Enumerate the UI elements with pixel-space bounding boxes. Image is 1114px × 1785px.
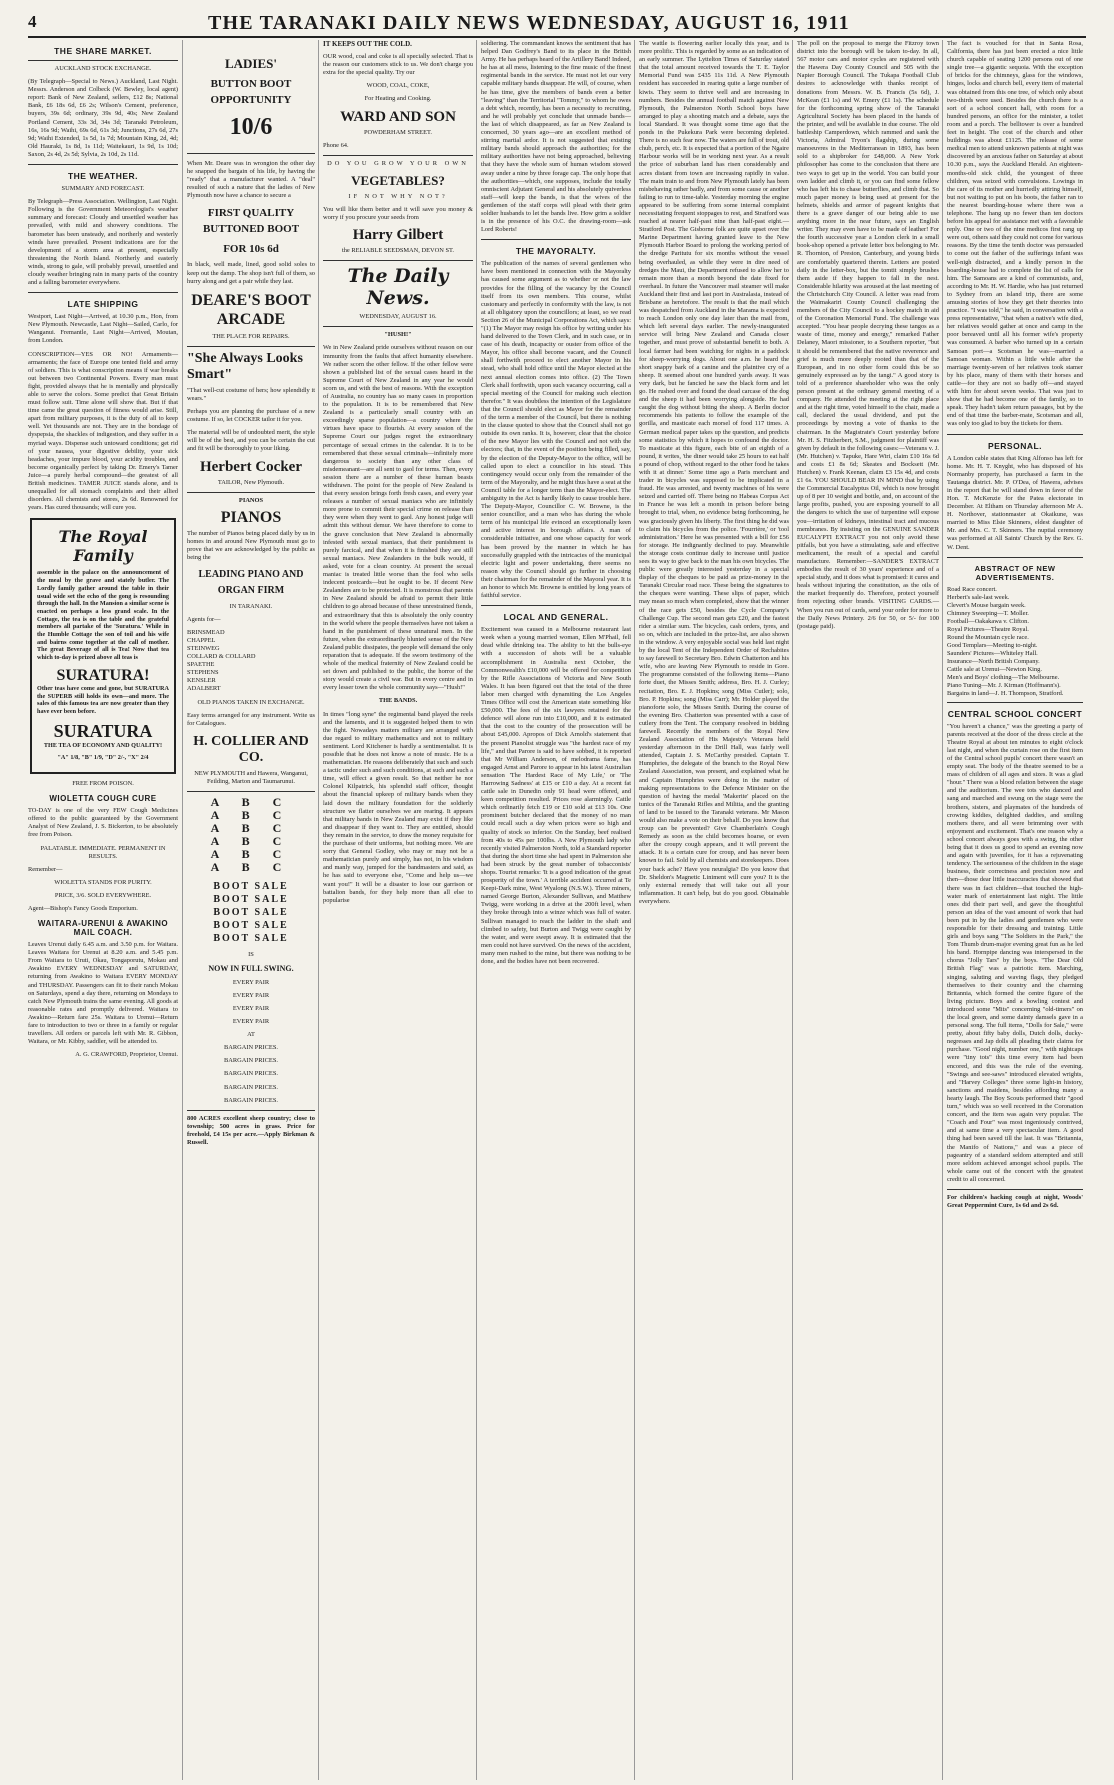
abstract-item: Chimney Sweeping—T. Moller. [947, 609, 1029, 617]
wioletta-price: PRICE, 3/6. SOLD EVERYWHERE. [54, 891, 152, 899]
shipping-heading: LATE SHIPPING [67, 299, 139, 310]
share-market-heading: THE SHARE MARKET. [54, 46, 152, 56]
abstract-item: Men's and Boys' clothing—The Melbourne. [947, 673, 1060, 681]
piano-maker: KENSLER [187, 677, 216, 685]
mail-coach-text: Leaves Urenui daily 6.45 a.m. and 3.50 p.m. for Waitara. Leaves Waitara for Urenui at 8.20 a.m. and 5.45 p.m. From Waitara to Uruti, Okau, Tongaporutu, Mokau and Awakino EVERY WEDNESDAY and SATURDAY, returning from Awakino to Waitara EVERY MONDAY and THURSDAY. Passengers can fit to their ranch Mokau on Saturdays, spend a day there, returning on Mondays to catch New Plymouth trains the same evening. All goods at reasonable rates and promptly delivered. Waitara to Awakino—Return fare 25s. Waitara to Urenui—Return fare to introduction to two or three in a family or regular travellers. All orders or parcels left with Mr. R. Gibbon, Waitara, or Mr. Kibby, saddler, will be attended to. [28, 941, 178, 1046]
now-full-swing: NOW IN FULL SWING. [208, 963, 294, 973]
columns [28, 40, 1086, 1780]
abstract-item: Football—Oakakawa v. Clifton. [947, 617, 1029, 625]
powderham-street: POWDERHAM STREET. [363, 128, 433, 136]
santa-rosa-article: The fact is vouched for that in Santa Rosa, California, there has just been erected a nice little church capable of seating 1200 persons out of one single tree—a gigantic sequoia. With the exception of bricks for the chimneys, glass for the windows, hinges, locks and church bell, every item of material was obtained from this one tree, of which only about two-thirds were used. Besides the church there is a sort of a school concert hall, with room for a hundred persons, an office for the minister, a toilet room and a porch. The belltower is over a hundred feet in height. The cost of the church and other buildings was about £1125. The release of some medical men to attend unknown patients at night was discovered by an anxious father on Saturday at about 10.30 p.m., says the Auckland Herald. An eighteen-months-old sick child, the youngest of three children, was seized with convulsions. Lowings in the care of its mother and hurriedly attiring himself, but not waiting to put on his boots, the father ran to the nearest boarding-house where there was a telephone. The hang up no fewer than ten doctors before his appeal for assistance met with a favorable reply. One or two of the nine medicos first rang up were out, others said they could not come for various reasons. By the time the tenth doctor was persuaded to come out the father of the sufferings infant was well-nigh distracted, and a kindly person in the boarding-house had to complete the list of calls for him. The Samoans are a kind of communists, and, according to Mr. H. W. Hardie, who has just returned to Sydney from an island trip, there are some amusing stories of how they get their theories into practice. "I was told," he said, in conversation with a press representative, "that when a native's wife died, her relatives would gather at once and camp in the poor bereaved until all his former wife's property was consumed. A barber who turned up in a certain Samoan port—a Scotsman he was—married a Samoan woman. Within a little while after the marriage twenty-seven of her relatives took stamer by his place, many of them with their horses and cattle—for they are not so badly off—and stayed with him for about seven weeks. That was just to show that he had become one of the family, so to speak. They hadn't taken return passages, but by the end of that time the barber-mate, Scotsman and all, was only too glad to buy the tickets for them. [947, 40, 1083, 428]
leading-piano-firm: LEADING PIANO AND ORGAN FIRM [198, 569, 304, 597]
pianos-text: The number of Pianos being placed daily by us in homes in and around New Plymouth must go to prove that we are acknowledged by the public as being the [187, 529, 315, 561]
mail-coach-proprietor: A. G. CRAWFORD, Proprietor, Urenui. [75, 1051, 178, 1059]
share-article: (By Telegraph—Special to News.) Auckland, Last Night. Messrs. Anderson and Colbeck (W. Bewley, local agent) report: Bank of New Zealand, sellers, £12 8s; National Bank, £6 18s 6d, £6 2s; Wilson's Cement, preference, buyers, 39s 6d; ordinary, 39s 9d, 40s; New Zealand Portland Cement, 33s 3d, 34s 3d; Taranaki Petroleum, 16s, 16s 9d; Waihi, 69s 6d, 61s 3d; Junctions, 27s 6d, 27s 9d; Waihi Extended, 1s 5d, 1s 7d; Mountain King, 2d, 4d; Old Hauraki, 1s 8d, 1s 11d; Waitekauri, 1s 9d, 1s 10d; Saxon, 2s 4d, 2s 5d; Sylvia, 2s 10d, 2s 11d. [28, 78, 178, 158]
piano-maker: ADALBERT [187, 685, 221, 693]
every-pair: EVERY PAIR [232, 991, 270, 999]
boot-sale-line: BOOT SALE [213, 893, 289, 905]
column-3 [318, 40, 477, 1780]
bargain-prices: BARGAIN PRICES. [224, 1057, 278, 1065]
wioletta-purity: WIOLETTA STANDS FOR PURITY. [54, 878, 152, 886]
mail-coach-heading: WAITARA-URENUI & AWAKINO MAIL COACH. [37, 919, 169, 938]
newspaper-title: THE TARANAKI DAILY NEWS WEDNESDAY, AUGUST 16, 1911 [208, 12, 850, 34]
wioletta-palatable: PALATABLE. IMMEDIATE. PERMANENT IN RESULTS. [40, 844, 166, 860]
piano-maker: COLLARD & COLLARD [187, 653, 256, 661]
ladies-boot-advert [187, 46, 315, 154]
price-10-6: 10/6 [229, 114, 273, 140]
weather-subheading: SUMMARY AND FORECAST. [61, 185, 145, 193]
is-label: IS [248, 950, 254, 958]
boot-sale-line: BOOT SALE [213, 932, 289, 944]
tailor-location: TAILOR, New Plymouth. [217, 478, 285, 486]
keeps-out-cold: IT KEEPS OUT THE COLD. [323, 40, 412, 48]
page-number: 4 [28, 12, 37, 31]
peppermint-advert: For children's hacking cough at night, Woods' Great Peppermint Cure, 1s 6d and 2s 6d. [947, 1193, 1083, 1210]
piano-makers-list [187, 629, 315, 693]
abc-line: A B C [210, 859, 292, 874]
bands-continued: soldiering. The commandant knows the sentiment that has helped Dan Godfrey's Band to its place in the British Army. He has perhaps heard of the Artillery Band! Indeed, he has at all mess, listening to the fine music of the finest regimental bands in the service. He must not let our very capable military bands disappear. He will, of course, when he has time, give the members of bands even a better "leaving" than the Territorial "Tommy," to whom he owes a debt which, recently, has been a necessity to recruiting, and he will probably yet conclude that unmade bands—the last of which disappeared, as far as New Zealand is concerned, 30 years ago—are an excellent method of stirring martial ardor. It is not suggested that existing military bands should approach the authorities; for the military authorities have not being approached, believing that they have the whole sum of human wisdom stowed away under a nine by three forage cap. The only hope that the authorities—which, one supposes, include the totally omniscient Adjutant General and his absolutely quiverless staff—will keep the bands, is that the wives of the gentlemen of the staff corps will plead with their grim soldier husbands to let the bands live. How grim a soldier is in the presence of his O.C. the drawing-room—ask Lord Roberts! [481, 40, 631, 234]
herbert-cocker: Herbert Cocker [199, 458, 303, 475]
column-2 [182, 40, 319, 1780]
wood-coal-list: WOOD, COAL, COKE, [366, 82, 430, 90]
royal-family-advert [30, 518, 176, 774]
for-price-heading: FOR 10s 6d [223, 243, 279, 256]
costume-plan: Perhaps you are planning the purchase of a new costume. If so, let COCKER tailor it for you. [187, 408, 315, 424]
collier-heading: H. COLLIER AND CO. [193, 733, 309, 765]
collier-locations: NEW PLYMOUTH and Hawera, Wanganui, Feilding, Marton and Taumarunui. [194, 769, 308, 785]
abstract-item: Round the Mountain cycle race. [947, 633, 1029, 641]
abstract-item: Piano Tuning—Mr. J. Kirman (Hoffmann's). [947, 681, 1061, 689]
pianos-heading: PIANOS [220, 508, 282, 526]
bargain-prices: BARGAIN PRICES. [224, 1070, 278, 1078]
abc-line: A B C [210, 846, 292, 861]
abstract-heading: ABSTRACT OF NEW ADVERTISEMENTS. [974, 563, 1056, 582]
wioletta-remember: Remember— [28, 865, 63, 873]
abstract-item: Good Templars—Meeting to-night. [947, 641, 1038, 649]
column-4 [476, 40, 635, 1780]
piano-maker: CHAPPEL [187, 637, 216, 645]
wioletta-heading: WIOLETTA COUGH CURE [49, 794, 157, 804]
wood-coal-text: OUR wood, coal and coke is all specially selected. That is the reason our customers stick to us. We don't charge you extra for the special quality. Try our [323, 53, 473, 77]
sheep-country-advert: 800 ACRES excellent sheep country; close to township; 500 acres in grass. Price for freehold, £4 15s per acre.—Apply Birkman & Russell. [187, 1114, 315, 1147]
every-pair: EVERY PAIR [232, 978, 270, 986]
suratura-blurb: Other teas have come and gone, but SURATURA the SUPERB still holds its own—and more. The sales of this famous tea are now greater than they have ever been before. [37, 684, 169, 715]
weather-article: By Telegraph—Press Association. Wellington, Last Night. Following is the Government Meteorologist's weather summary and forecast: Cloudy and unsettled weather has prevailed, with mild and showery conditions. The barometer has been unsteady, and northerly and westerly winds have prevailed. Present indications are for the development of a storm area at present, especially threatening the North Island. Northerly and easterly winds, strong to gale, will probably prevail, unsettled and cloudy weather bringing rain in many parts of the country and a falling barometer everywhere. [28, 198, 178, 287]
she-always-heading: "She Always Looks Smart" [187, 350, 303, 382]
ladies-heading: LADIES' [224, 56, 278, 71]
column-6-article: The poll on the proposal to merge the Fitzroy town district into the borough will be taken to-day. In all, 567 motor cars and motor cycles are registered with the Hawera Day County Council and 505 with the Napier Borough Council. The Tukapa Football Club desires to acknowledge with thanks receipt of donations from Messrs. W. B. Francis (5s 6d), J. McKean (£1 1s) and W. Emery (£1 1s). The schedule for the forthcoming spring show of the Taranaki Agricultural Society has been placed in the hands of the printer, and will be available in due course. The old battleship Camperdown, which rammed and sank the Victoria, Admiral Tryon's flagship, during some manoeuvres in the Mediterranean in 1893, has been sold to a shipbroker for £48,000. A New York philosopher has come to the conclusion that there are two ways to get up in the world. You can build your own ladder and climb it, or you can find some fellow who has left his to chase butterflies, and climb that. So much paper money is being used at present for the helmets, shields and armor of pageant knights that there is a grave danger of our being able to use anything more in the near future, says an English writer. They may even have to be made of leather! For the fourth successive year a London clerk in a small book-shop opened a private letter box belonging to Mr. R. Thornton, of Preston, Canterbury, and young birds are comfortably quartered therein. Letters are posted daily in the letter-box, but the tomtit simply brushes them aside if they happen to fall in the nest. Considerable hilarity was aroused at the last meeting of the Christchurch City Council. A letter was read from the Waimakariri County Council challenging the members of the City Council to a hockey match in aid of the Coronation Memorial Fund. The challenge was accepted. "You hear people decrying these tangos as a waste of time, money and energy," remarked Father Delaney, Maori missioner, to a Southern reporter, "but it should be remembered that the native reverence and grief is much more deeply rooted than that of the European, and in no other form could this be so genuinely expressed as by the tangi." A good story is told of a preference shareholder who was the only person present at the ordinary general meeting of a company. He attended the meeting at the right place and at the right time, voted himself to the chair, made a call, declared the usual dividend, and put the proceedings by moving a vote of thanks to the chairman. In the Magistrate's Court yesterday before Mr. H. S. Fitzherbert, S.M., judgment for plaintiff was given by default in the following cases:—Veterans v. J. (Mr. Hutchen) v. Tapuke, Hare Wiri, claim £10 16s 6d and costs £1 8s 6d; Skeates and Bocksett (Mr. Hutchen) v. Frank Keenan, claim £3 15s 4d, and costs £1 6s. YOU SHOULD BEAR IN MIND that by using the Commercial Eucalyptus Oil, which is now brought up of 8 per 10 weight and bottle, and, on account of the large profits, pushed, you are exposing yourself to all the dangers to which the use of turpentine will expose you—irritation of kidneys, intestinal tract and mucous membranes. By insisting on the GENUINE SANDER EUCALYPTI EXTRACT you not only avoid these pitfalls, but you have a stimulating, safe and effective medicament, the result of a special and careful manufacture. Remember:—SANDER'S EXTRACT embodies the result of 30 years' experience and of a special study, and it does what is promised: it cures and heals without injuring the constitution, as the oils of the market frequently do. Therefore, protect yourself from rejecting other brands. VISITING CARDS.—When you run out of cards, send your order for more to the Daily News Printery. 2/6 for 50, or 5/- for 100 (postage paid). [797, 40, 939, 630]
in-taranaki: IN TARANAKI. [229, 603, 273, 611]
deares-boot-arcade: DEARE'S BOOT ARCADE [191, 291, 311, 328]
boot-description: In black, well made, lined, good solid soles to keep out the damp. The shop isn't full of them, so hurry along and get a pair while they last. [187, 261, 315, 285]
abc-line: A B C [210, 833, 292, 848]
shipping-article: Westport, Last Night—Arrived, at 10.30 p.m., Hon, from New Plymouth. Newcastle, Last Night—Sailed, Carlo, for Wanganui. Fremantle, Last Night—Arrived, Moutan, from London. [28, 313, 178, 345]
column-5 [634, 40, 793, 1780]
ladies-boot-text: When Mr. Deare was in wrongton the other day he snapped the bargain of his life, by having the "ready" that a manufacturer wanted. A "deal" resulted of such a nature that the ladies of New Plymouth now have a chance to secure a [187, 160, 315, 200]
mayoralty-heading: THE MAYORALTY. [515, 246, 597, 257]
button-boot-heading: BUTTON BOOT OPPORTUNITY [210, 78, 292, 106]
royal-family-text: assemble in the palace on the announcement of the meal by the grave and stately butler. The Lordly family gather around the table in their usual wide set the echo of the gong is resounding through the hall. In the Mansion a similar scene is enacted on perhaps a less grand scale. In the Cottage, the tea is on the table and the grateful members all partake of the 'Suratura.' While in the Humble Cottage the son of toil and his wife and bairns come together at the call of mother. The great Beverage of all is Tea! Now that tea which to-day is prized above all teas is [37, 569, 169, 662]
daily-news-masthead: The Daily News. [347, 265, 449, 310]
local-general-heading: LOCAL AND GENERAL. [503, 612, 609, 623]
wioletta-text: TO-DAY is one of the very FEW Cough Medicines offered to the public guaranteed by the Government Analyst of New Zealand, J. S. Bickerton, to be absolutely free from Poison. [28, 807, 178, 839]
free-from-poison: FREE FROM POISON. [72, 780, 134, 788]
personal-article: A London cable states that King Alfonso has left for home. Mr. H. T. Knyght, who has disposed of his Normanby property, has purchased a farm in the Tautanga district. Mr. P. O'Dea, of Hawera, advises in the report that he will stand down in favor of the Hon. T. McKenzie for the Patea electorate in December. At Eltham on Thursday afternoon Mr A. H. Northover, stationmaster at Okaikune, was married to Miss Elsie Skinners, eldest daughter of Mr. and Mrs. C. T. Skinners. The nuptial ceremony was performed at All Saints' Church by the Rev. G. W. Dent. [947, 454, 1083, 551]
abstract-item: Bargains in land—J. H. Thompson, Stratford. [947, 689, 1064, 697]
bands-heading: THE BANDS. [378, 697, 418, 705]
bargain-prices: BARGAIN PRICES. [224, 1083, 278, 1091]
abstract-item: Herbert's sale-last week. [947, 593, 1010, 601]
abc-line: A B C [210, 794, 292, 809]
boot-sale-line: BOOT SALE [213, 880, 289, 892]
abstract-list [947, 586, 1083, 698]
every-pair: EVERY PAIR [232, 1018, 270, 1026]
old-pianos: OLD PIANOS TAKEN IN EXCHANGE. [197, 699, 305, 707]
abstract-item: Royal Pictures—Theatre Royal. [947, 625, 1029, 633]
harry-gilbert: Harry Gilbert [352, 227, 444, 244]
share-subheading: AUCKLAND STOCK EXCHANGE. [54, 65, 152, 72]
abstract-item: Cattle sale at Urenui—Newton King. [947, 665, 1042, 673]
column-6 [792, 40, 943, 1780]
abstract-item: Saunders' Pictures—Whiteley Hall. [947, 649, 1038, 657]
suratura-tagline: THE TEA OF ECONOMY AND QUALITY! [43, 741, 163, 749]
weather-heading: THE WEATHER. [67, 171, 139, 182]
abc-line: A B C [210, 807, 292, 822]
if-not-why-not: IF NOT WHY NOT? [348, 192, 448, 200]
suratura-prices: "A" 1/8, "B" 1/9, "D" 2/-, "X" 2/4 [57, 754, 149, 762]
bargain-prices: BARGAIN PRICES. [224, 1044, 278, 1052]
mayoralty-article: The publication of the names of several gentlemen who have been mentioned in connection with the Mayoralty has caused some argument as to whether or not the law provides for the filling of the vacancy by the Council itself from its own members. This course, whilst customary and perfectly in conformity with the law, is not at all obligatory upon the councillors; at least, so we read Section 26 of the Municipal Corporations Act, which says: "(1) The Mayor may resign his office by writing under his hand delivered to the Town Clerk, and in such case, or in case of his death, incapacity or ouster from office of the Mayor, his office shall become vacant, and the Council shall forthwith proceed to elect another Mayor in his stead, who shall hold office until the Mayor elected at the next annual election comes into office. (2) The Town Clerk shall forthwith, upon such vacancy occurring, call a special meeting of the Council for making such election therefor." It was doubtless the intention of the Legislature that the Council should elect as Mayor for the remainder of the term a member of the Council, but there is nothing in the clause quoted to show that the Council shall not go outside its own ranks. It is, however, clear that the choice of the new Mayor lies with the Council and not with the electors; that, in the event of the position being filled, say, by the election of the Deputy-Mayor to the office, will be called upon to elect a councillor in his stead. This contingency would occur only from the remainder of the term of the Mayoralty, and he might thus have a seat at the Council table for a longer term than the Mayor-elect. The ambiguity in the Act is hardly likely to cause trouble here. The Deputy-Mayor, Councillor C. W. Browne, is the senior councillor, and a man who has during the whole term of his municipal life evinced an exceptionally keen and active interest in borough affairs. A man of considerable initiative, and one whose capacity for work has been proved by the manner in which he has successfully grappled with the intricacies of the municipal electric light and power undertaking, there seems no reason why the Council should go further in choosing their chairman for the remainder of the Mayoral year. It is an honor to which Mr. Browne is entitled by long years of faithful service. [481, 260, 631, 600]
every-pair: EVERY PAIR [232, 1005, 270, 1012]
local-general-continued: The wattle is flowering earlier locally this year, and is more prolific. This is regarded by some as an indication of an early summer. The Lyttelton Times of Saturday stated that the total amount received towards the T. E. Taylor Memorial Fund was £435 11s 11d. A New Plymouth resident has succeeded in rearing quite a large number of kiwis. They seem to thrive well and are increasing in numbers. Besides the annual football match against New Plymouth, the Palmerston North School boys have arranged to play a shooting match and a debate, says the local Standard. It was thought some time ago that the ponds in the Pukekura Park were becoming depleted. There is no such fear now. The waters are full of trout, old chub, perch, etc. It is expected that a portion of the Ngaire Harbour works will be in working next year. As a result the price of suburban land has risen considerably and acres distant from town are increasing rapidly in value. The main train to and from New Plymouth lately has been misbehaving rather badly, and from some cause or another failing to run to time-table. Yesterday morning the engine appeared to be suffering from some internal complaint necessitating frequent stoppages to rest, and Stratford was reached at nearer half-past nine than half-past eight.—Stratford Post. The Gisborne folk are quite upset over the Marine Department having granted leave to the New Plymouth Harbor Board to prolong the working period of the dredge Paritutu for six months without the vessel being overhauled, as while they were in dire need of dredges the Maui, the Department refused to allow her to remain more than a month beyond the date fixed for overhaul. In future the Vancouver mail steamer will make Auckland their first and last port in Australasia, instead of Brisbane as heretofore. The result is that the mail which was despatched from Auckland in the Marama is expected to reach London only one day later than the mail from, which left several days earlier. The newly-inaugurated service will bring New Zealand and Canada closer together, and must prove of substantial benefit to both. A local farmer had been watching for nights in a paddock for sheep-worrying dogs. About one a.m. he heard the short snappy bark of a canine and the plaintive cry of a sheep. It seemed about one hundred yards away. It was very dark, but he fancied he saw the black form and let go. He rushed over and found the dead carcase of the dog and the sheep it had been worrying alongside. He had caught the dog without biting the sheep. A Berlin doctor recommends his patients to follow the example of the gorilla, and masticate each morsel of food 117 times. A German medical paper takes up the question, and predicts some statistics by which it hopes to confound the doctor. To masticate at this figure, each bite of an eighth of a pound, it writes, 'the diner would take 25 hours to eat half a pound of chop, without regard to the other food he takes with it at dinner.' Some time ago a Paris merchant and trader in bicycles was supposed to be implicated in a fraud. He was arrested, and twenty machines of his were seized and carried off. There being no Habeas Corpus Act in France he was left a month in prison before being brought to trial, when, no evidence being forthcoming, he was graciously given his liberty. The first thing he did was to claim his bicycles from the police. 'Fourrière,' or 'tool administration.' Here he was presented with a bill for £56 for storage. He indignantly declined to pay. Meanwhile the storage costs continue daily to increase until justice sees its way to give back to the man his own bicycles. The public were greatly interested yesterday in a special display of the cheques to be paid as prize-money in the Taranaki Circular road race. These being the signatures to the cheques were wanting. These slips of paper, which may mean so much when completed, show that the winner of the race gets £50, besides the Cycle Company's Challenge Cup. The second man gets £20, and the fastest rider a similar sum. The bicycles, cash orders, tyres, and so on, which are included in the prize-list, are also shown in the window. A very enjoyable social was held last night by the local Tent of the Independent Order of Rechabites to say farewell to Secretary Bro. Edwin Chatterton and his wife, who are leaving New Plymouth to reside in Gore. The programme consisted of the following items—Piano forte duet, the Misses Smith; address, Bro. H. J. Curley; recitation, Bro. E. J. Hopkins; song (Miss Cutler); solo, Bro. P. Hopkins; song (Miss Carr); Mr. Holder played the pianoforte solo, the Misses Smith. During the course of the evening Bro. Chatterton was presented with a case of cutlery from the Tent. The company resolved in bidding farewell. Recently the members of the Royal New Zealand Association of His Majesty's Veterans held yesterday afternoon in the Drill Hall, was fairly well attended, Captain J. S. McCarthy presided. Captain T. Humphries, the delegate of the branch to the Royal New Zealand Association, was present, and explained what he and Captain Humphries were doing in the matter of making representations to the Defence Minister on the question of having the medal 'Makerite' placed on the tunics of the Taranaki Rifles and Militia, and the granting of land to be issued to the Taranaki veterans. Mr Mason would also make a vote on their behalf. Do you know that croup can be prevented? Give Chamberlain's Cough Remedy as soon as the child becomes hoarse, or even after the croupy cough appears, and it will prevent the attack. It is a certain cure for croup, and has never been known to fail. Sold by all chemists and storekeepers. Does your back ache? Have you neuralgia? Do you know that Dr. Sheldon's Magnetic Liniment will cure you? It is the only external remedy that will take out all your inflammation. It can't help, but do you good. Obtainable everywhere. [639, 40, 789, 905]
hush-heading: "HUSH!" [384, 331, 412, 339]
column-7 [942, 40, 1087, 1780]
piano-maker: STEINWEG [187, 645, 220, 653]
concert-heading: CENTRAL SCHOOL CONCERT [947, 708, 1083, 719]
column-1 [28, 40, 182, 1780]
abstract-item: Insurance—North British Company. [947, 657, 1040, 665]
concert-article: "You haven't a chance," was the greeting a party of parents received at the door of the dress circle at the Theatre Royal at about ten minutes to eight o'clock last night, and when the curtain rose on the first item of the Central school pupils' concert there wasn't an empty seat. The body of the theatre seemed to be a mass of children of all ages and sizes. It was a glad "hour." There was a blood relation between the stage and the auditorium. The wee tots who danced and sang and marched and swung on the stage were the brothers, sisters, and playmates of the hundreds of crowing kiddies, delighted daddies, and smiling mothers there, and all were brimming over with enjoyment and excitement. That's one reason why a school concert always goes with a swing, the other being that it does us good to spend an evening now and again with juveniles, for it has a rejuvenating tendency. The seriousness of the children in the stage business, their correctness and precision now and then—those dear little inaccuracies that showed that there was in fact children—that touched the high-water mark of entertainment last night. The little ones did their part well, and gave the thoughtful person an idea of the vast amount of work that had been put in by the ladies and gentlemen who were responsible for their dressing and training. Little girls and boys sang "The Soldiers in the Park," the Tom Thumb drum-major evening great fun as he led his band. Hornpipe dancing was interspersed in the chorus "Jolly Tars" by the boys. "The Dear Old British Flag" was a patriotic item. Marching, singing, saluting and waving flags, they pledged themselves to their country and the charming Britannia, which formed the centre figure of the living picture. Boys and a bowling contest and introduced some "Mits" concerning "old-timers" on the local green, and some dainty damsels gave in a personal song. The full items, "Dolls for Sale," were pretty, about fifty baby dolls, Dutch dolls, ducky-negresses and Jap dolls all pleading their claims for purchase. "Good night, number one," with nightcaps were "tiny tots" this time every item had been encored, and this was the rule of the evening. "Swings and see-saws" introduced elevated wrights, and "Harvey Colleges" three some light-in history, sanctions and maidens, besides affording many a hearty laugh. The Boy Scouts performed their "good turn," which was so well received in the Coronation concert, and the item was again very popular. The "Coach and Four" was most ingeniously contrived, and at same time a very spectacular item. A good thing had been saved till the last. It was "Britannia, the Manifo of Nations," and was a piece of pageantry of a standard seldom attempted and still more seldom achieved amongst school pupils. The whole came out of the concert with the greatest credit to all concerned. [947, 722, 1083, 1183]
royal-family-heading: The Royal Family [58, 527, 148, 566]
boot-sale-line: BOOT SALE [213, 906, 289, 918]
abstract-item: Road Race concert. [947, 585, 997, 593]
piano-maker: SPAETHE [187, 661, 215, 669]
costume-quote: "That well-cut costume of hers; how splendidly it wears." [187, 386, 315, 402]
do-you-grow: DO YOU GROW YOUR OWN [327, 159, 469, 167]
suratura-name-1: SURATURA! [56, 666, 150, 684]
repairs-tagline: THE PLACE FOR REPAIRS. [212, 332, 290, 340]
costume-material: The material will be of undoubted merit, the style will be of the best, and you can be certain the cut and fit will be thoroughly to your liking. [187, 429, 315, 453]
vegetables-heading: VEGETABLES? [351, 172, 445, 188]
vegetables-text: You will like them better and it will save you money & worry if you procure your seeds from [323, 205, 473, 222]
piano-maker: STEPHENS [187, 669, 219, 677]
wioletta-agent: Agent—Bishop's Fancy Goods Emporium. [28, 905, 138, 912]
abc-line: A B C [210, 820, 292, 835]
easy-terms: Easy terms arranged for any instrument. Write us for Catalogues. [187, 712, 315, 728]
bands-article: In times "long syne" the regimental band played the reels and the laments, and it is suggested helped them to win the fight. Nowadays matters military are arranged with due regard to military mathematics and not to military sentiment. Lord Kitchener is hardly a sentimentalist. It is possible that he does not know a note of music. He is a mathematician. He reasons deliberately that such and such a tactic under such and such conditions, at such and such a time, will effect a given result. So that neither he nor Colonel Kilpatrick, his splendid staff officer, thought about the financial upkeep of military bands when they laid down the military foundation for the soldierly structure we flatter ourselves we are rearing. It appears that military bands in New Zealand may exist if they like and disappear if they want to. They are entitled, should they remain in the service, to draw the money requisite for the purchase of their uniforms, but nothing more. We are sorry that General Godley, who may or may not be a mathematician purely and simply, has not, in his wisdom and manly way, jumped for the bandmasters and said, as he has said to everyone else, "Come and help us—we want you!" It will be a disaster to lose our garrison or battalion bands, for they help more than all else to popularise [323, 710, 473, 904]
heating-cooking: For Heating and Cooking. [364, 95, 432, 103]
piano-maker: BRINSMEAD [187, 629, 225, 637]
local-general-article: Excitement was caused in a Melbourne restaurant last week when a young married woman, Ellen M'Phail, fell dead while drinking tea. The ability to hit the bulls-eye with a succession of shots will be a valuable accomplishment in Australia next October, the Commonwealth's £10,000 will be offered for competition by the Rifle Associations of Victoria and New South Wales. It has been figured out that the total of the three labor men charged with dynamiting the Los Angeles Times Office will cost the American state something like £50,000. The fees of the six lawyers retained for the defence will alone run into £10,000, and it is estimated that the cost to the country of the prosecution will be about £45,000. Apropos of Dick Arnold's statement that the present Pianolist struggle was "the hardest race of my life," and that Parore is said to have sobbed, it is reported that Mr William Anderson, of melodrama fame, has engaged Arnst and Parore to appear in his latest Australian sensation 'The Hardest Race of My Life,' or 'The Harrowing Sadness' at £15 or £10 a day. At a recent fat cattle sale in Dunedin only 91 head were offered, and keen competition resulted. Prices rose alarmingly. Cattle which ordinarily fetch £19 or £10 sold at £13 10s. One prominent butcher declared that the money of no man could recall such a day when prices were so high and quality of stock so inferior. On the Sunday, beef realised from 40s to 45s per 100lbs. A New Plymouth lady who recently visited Palmerston North, told a Standard reporter that during the short time she had spent in Palmerston she had been struck by the great number of tobacconists' shops. Tourist remarks: 'It is a good indication of the great prosperity of the town.' A terrible accident occurred at Te Keepi-Dark mine, West Wyalong (N.S.W.). Three miners, named George Burton, Alexander Sullivan, and Matthew Twigg, were working in a drive at the 200ft level, when they broke through into a winze which was full of water. Sullivan managed to reach the ladder in the shaft and climbed to safety, but Burton and Twigg were caught by the water, and were swept away. It is estimated that the men could not have survived. On the news of the accident, many men rushed to the mine, but there was nothing to be done, and the bodies have not been recovered. [481, 626, 631, 966]
boot-sale-line: BOOT SALE [213, 919, 289, 931]
phone-number: Phone 64. [323, 141, 349, 149]
editorial-date: WEDNESDAY, AUGUST 16. [359, 313, 437, 321]
seedsman: the RELIABLE SEEDSMAN, DEVON ST. [341, 247, 455, 255]
hush-article: We in New Zealand pride ourselves without reason on our immunity from the faults that affect humanity elsewhere. We rather scorn the other fellow. If the other fellow were shown a published list of the sexual cases heard in the Supreme Court of New Zealand in any year he would scorn us, and with the best of reasons. With the exception of Australia, no country has so many cases in proportion to the population. It is to be remembered that New Zealand is a particularly small country with an exceedingly sparse population—a country where the virtues have space to flourish. At every session of the Supreme Court our judges regret the extraordinary percentage of sexual crimes in the calendar. It is to be remembered that these sexual criminals—infinitely more dangerous to society than any other class of misdemeanant—are all sent to gaol for terms. Then, every session there are a number of these human beasts withdrawn. The point for the people of New Zealand is that every session brings forth fresh cases, and every year releases a number of sexual maniacs who are infinitely more prone to commit their special crime on release than they were when they went to gaol. Any honest judge will admit this without demur. We have therefore to come to the grave conclusion that New Zealand is abnormally infested with sexual maniacs, that their punishment is purely farcical, and that when it is finished they are still sexual maniacs. New Zealanders in the bulk would, if asked, vote for a clean country. At present the sexual maniac is treated little worse than the fool who sells indecent postcards—but he ought to be. If decent New Zealanders are to be protected. It is monstrous that parents in New Zealand should be afraid to permit their little children to go abroad because of these unrestrained fiends, and extraordinary that this is absolutely the only country in the world where the people themselves have not taken a hand in the punishment of these unnatural men. In the future, when the extraordinarily blunted sense of the New Zealand public dissipates, the people will demand the only reparation that is adequate. If the sworn testimony of the whole of the medical fraternity of New Zealand could be set down and published to the public, the horror of the story would create a civil war. But in every centre and in every lesser town the whole community says—"Hush!" [323, 344, 473, 692]
masthead [28, 10, 1086, 38]
ward-and-son: WARD AND SON [340, 108, 456, 125]
conscription-advert: CONSCRIPTION—YES OR NO! Armaments—armaments; the face of Europe one tented field and army of soldiers. This is what conscription means if war breaks out between two Continental Powers. Every man must fight, provided always that he is mentally and physically able to serve the colors. Some predict that Great Britain must follow suit. Time alone will show that. But if that time came the great question of fitness would arise. Still, apart from military purposes, it is the duty of all to keep well. Yet thousands are not. They are in the bondage of dyspepsia, the shackles of indigestion, and they suffer in a myriad ways. Dispense such untoward conditions; get rid of your nausea, your digestive debility, your sick headaches, your impure blood, your acidity troubles, and become organically perfect by taking Dr. Emery's Tamer Juice—a purely herbal compound—the greatest of all British medicines. TAMER JUICE stands alone, and is unequalled for all stomach complaints and their allied disorders. All chemists and stores, 2s 6d. Renowned for years. Has cured thousands; will cure you. [28, 350, 178, 512]
agents-for: Agents for— [187, 616, 221, 624]
first-quality-heading: FIRST QUALITY BUTTONED BOOT [202, 207, 300, 236]
suratura-name-2: SURATURA [53, 720, 153, 741]
pianos-small: PIANOS [238, 496, 264, 504]
bargain-prices: BARGAIN PRICES. [224, 1096, 278, 1104]
at-label: AT [247, 1031, 255, 1039]
abstract-item: Clevert's Mouse bargain week. [947, 601, 1026, 609]
personal-heading: PERSONAL. [987, 440, 1043, 451]
